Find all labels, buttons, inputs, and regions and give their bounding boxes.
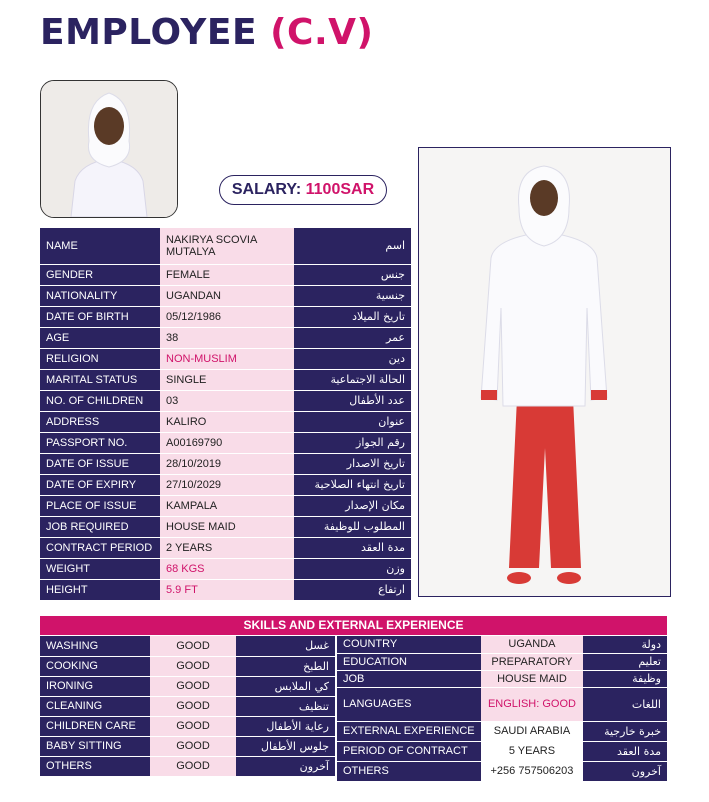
skill-label: IRONING bbox=[40, 676, 150, 696]
personal-row bbox=[40, 474, 411, 495]
experience-value: 5 YEARS bbox=[481, 741, 584, 761]
personal-value: 68 KGS bbox=[160, 558, 294, 579]
personal-arabic-label: اسم bbox=[294, 228, 411, 264]
experience-row bbox=[337, 670, 667, 687]
personal-info-table bbox=[40, 228, 411, 601]
skill-row bbox=[40, 656, 335, 676]
personal-value: 5.9 FT bbox=[160, 579, 294, 600]
experience-arabic-label: وظيفة bbox=[583, 670, 667, 687]
personal-value: 28/10/2019 bbox=[160, 453, 294, 474]
personal-arabic-label: دين bbox=[294, 348, 411, 369]
personal-value: 27/10/2029 bbox=[160, 474, 294, 495]
page-title bbox=[40, 12, 373, 53]
personal-arabic-label: جنس bbox=[294, 264, 411, 285]
skill-label: OTHERS bbox=[40, 756, 150, 776]
skill-value: GOOD bbox=[150, 656, 236, 676]
skill-value: GOOD bbox=[150, 716, 236, 736]
experience-label: PERIOD OF CONTRACT bbox=[337, 741, 481, 761]
personal-row bbox=[40, 579, 411, 600]
personal-arabic-label: مكان الإصدار bbox=[294, 495, 411, 516]
personal-value: NON-MUSLIM bbox=[160, 348, 294, 369]
personal-label: RELIGION bbox=[40, 348, 160, 369]
personal-label: PASSPORT NO. bbox=[40, 432, 160, 453]
personal-label: DATE OF BIRTH bbox=[40, 306, 160, 327]
experience-label: COUNTRY bbox=[337, 636, 481, 653]
personal-arabic-label: عمر bbox=[294, 327, 411, 348]
personal-row bbox=[40, 495, 411, 516]
skill-value: GOOD bbox=[150, 756, 236, 776]
personal-label: JOB REQUIRED bbox=[40, 516, 160, 537]
personal-label: NAME bbox=[40, 228, 160, 264]
personal-label: WEIGHT bbox=[40, 558, 160, 579]
skill-value: GOOD bbox=[150, 676, 236, 696]
personal-arabic-label: مدة العقد bbox=[294, 537, 411, 558]
experience-arabic-label: مدة العقد bbox=[583, 741, 667, 761]
skill-arabic-label: كي الملابس bbox=[236, 676, 335, 696]
skill-row bbox=[40, 676, 335, 696]
personal-label: NATIONALITY bbox=[40, 285, 160, 306]
personal-label: PLACE OF ISSUE bbox=[40, 495, 160, 516]
personal-value: SINGLE bbox=[160, 369, 294, 390]
personal-value: 03 bbox=[160, 390, 294, 411]
personal-arabic-label: تاريخ الاصدار bbox=[294, 453, 411, 474]
experience-label: EDUCATION bbox=[337, 653, 481, 670]
personal-row bbox=[40, 285, 411, 306]
experience-row bbox=[337, 636, 667, 653]
personal-arabic-label: عدد الأطفال bbox=[294, 390, 411, 411]
skill-label: CHILDREN CARE bbox=[40, 716, 150, 736]
personal-row bbox=[40, 453, 411, 474]
experience-arabic-label: آخرون bbox=[583, 761, 667, 781]
personal-label: AGE bbox=[40, 327, 160, 348]
salary-label: SALARY: bbox=[231, 181, 302, 198]
personal-row bbox=[40, 369, 411, 390]
personal-label: ADDRESS bbox=[40, 411, 160, 432]
personal-arabic-label: المطلوب للوظيفة bbox=[294, 516, 411, 537]
skill-row bbox=[40, 736, 335, 756]
personal-label: GENDER bbox=[40, 264, 160, 285]
experience-row bbox=[337, 721, 667, 741]
skill-value: GOOD bbox=[150, 736, 236, 756]
salary-badge bbox=[219, 175, 387, 205]
personal-value: 2 YEARS bbox=[160, 537, 294, 558]
skill-arabic-label: جلوس الأطفال bbox=[236, 736, 335, 756]
experience-arabic-label: دولة bbox=[583, 636, 667, 653]
experience-row bbox=[337, 687, 667, 721]
personal-value: 38 bbox=[160, 327, 294, 348]
personal-label: HEIGHT bbox=[40, 579, 160, 600]
personal-row bbox=[40, 558, 411, 579]
experience-label: EXTERNAL EXPERIENCE bbox=[337, 721, 481, 741]
personal-label: MARITAL STATUS bbox=[40, 369, 160, 390]
salary-value: 1100SAR bbox=[305, 181, 375, 198]
experience-value: HOUSE MAID bbox=[481, 670, 584, 687]
skill-label: WASHING bbox=[40, 636, 150, 656]
experience-label: OTHERS bbox=[337, 761, 481, 781]
personal-value: 05/12/1986 bbox=[160, 306, 294, 327]
personal-row bbox=[40, 264, 411, 285]
skill-label: COOKING bbox=[40, 656, 150, 676]
experience-arabic-label: اللغات bbox=[583, 687, 667, 721]
personal-arabic-label: وزن bbox=[294, 558, 411, 579]
skill-row bbox=[40, 716, 335, 736]
experience-table bbox=[337, 636, 667, 782]
experience-row bbox=[337, 741, 667, 761]
personal-arabic-label: ارتفاع bbox=[294, 579, 411, 600]
personal-value: HOUSE MAID bbox=[160, 516, 294, 537]
personal-row bbox=[40, 432, 411, 453]
personal-label: CONTRACT PERIOD bbox=[40, 537, 160, 558]
full-body-photo bbox=[418, 147, 671, 597]
skill-label: BABY SITTING bbox=[40, 736, 150, 756]
personal-value: UGANDAN bbox=[160, 285, 294, 306]
experience-row bbox=[337, 761, 667, 781]
personal-arabic-label: جنسية bbox=[294, 285, 411, 306]
experience-value: +256 757506203 bbox=[481, 761, 584, 781]
skill-row bbox=[40, 636, 335, 656]
personal-row bbox=[40, 516, 411, 537]
experience-value: ENGLISH: GOOD bbox=[481, 687, 584, 721]
portrait-photo bbox=[40, 80, 178, 218]
experience-value: UGANDA bbox=[481, 636, 584, 653]
personal-row bbox=[40, 348, 411, 369]
personal-row bbox=[40, 411, 411, 432]
experience-row bbox=[337, 653, 667, 670]
personal-value: KAMPALA bbox=[160, 495, 294, 516]
skill-arabic-label: رعاية الأطفال bbox=[236, 716, 335, 736]
personal-value: FEMALE bbox=[160, 264, 294, 285]
experience-arabic-label: خبرة خارجية bbox=[583, 721, 667, 741]
skill-row bbox=[40, 756, 335, 776]
personal-arabic-label: عنوان bbox=[294, 411, 411, 432]
personal-row bbox=[40, 228, 411, 264]
personal-label: NO. OF CHILDREN bbox=[40, 390, 160, 411]
skill-value: GOOD bbox=[150, 696, 236, 716]
experience-arabic-label: تعليم bbox=[583, 653, 667, 670]
skill-arabic-label: غسل bbox=[236, 636, 335, 656]
personal-value: NAKIRYA SCOVIA MUTALYA bbox=[160, 228, 294, 264]
personal-arabic-label: تاريخ انتهاء الصلاحية bbox=[294, 474, 411, 495]
personal-row bbox=[40, 306, 411, 327]
personal-label: DATE OF ISSUE bbox=[40, 453, 160, 474]
skills-table bbox=[40, 636, 335, 777]
personal-arabic-label: رقم الجواز bbox=[294, 432, 411, 453]
skill-arabic-label: الطبخ bbox=[236, 656, 335, 676]
personal-row bbox=[40, 537, 411, 558]
experience-label: LANGUAGES bbox=[337, 687, 481, 721]
personal-value: KALIRO bbox=[160, 411, 294, 432]
personal-label: DATE OF EXPIRY bbox=[40, 474, 160, 495]
personal-row bbox=[40, 327, 411, 348]
experience-value: PREPARATORY bbox=[481, 653, 584, 670]
personal-arabic-label: الحالة الاجتماعية bbox=[294, 369, 411, 390]
personal-row bbox=[40, 390, 411, 411]
experience-label: JOB bbox=[337, 670, 481, 687]
experience-value: SAUDI ARABIA bbox=[481, 721, 584, 741]
skills-section-title: SKILLS AND EXTERNAL EXPERIENCE bbox=[40, 616, 667, 635]
skill-value: GOOD bbox=[150, 636, 236, 656]
skill-label: CLEANING bbox=[40, 696, 150, 716]
personal-arabic-label: تاريخ الميلاد bbox=[294, 306, 411, 327]
skill-row bbox=[40, 696, 335, 716]
skill-arabic-label: تنظيف bbox=[236, 696, 335, 716]
title-cv: (C.V) bbox=[270, 12, 374, 53]
title-main: EMPLOYEE bbox=[40, 12, 258, 53]
personal-value: A00169790 bbox=[160, 432, 294, 453]
skill-arabic-label: آخرون bbox=[236, 756, 335, 776]
